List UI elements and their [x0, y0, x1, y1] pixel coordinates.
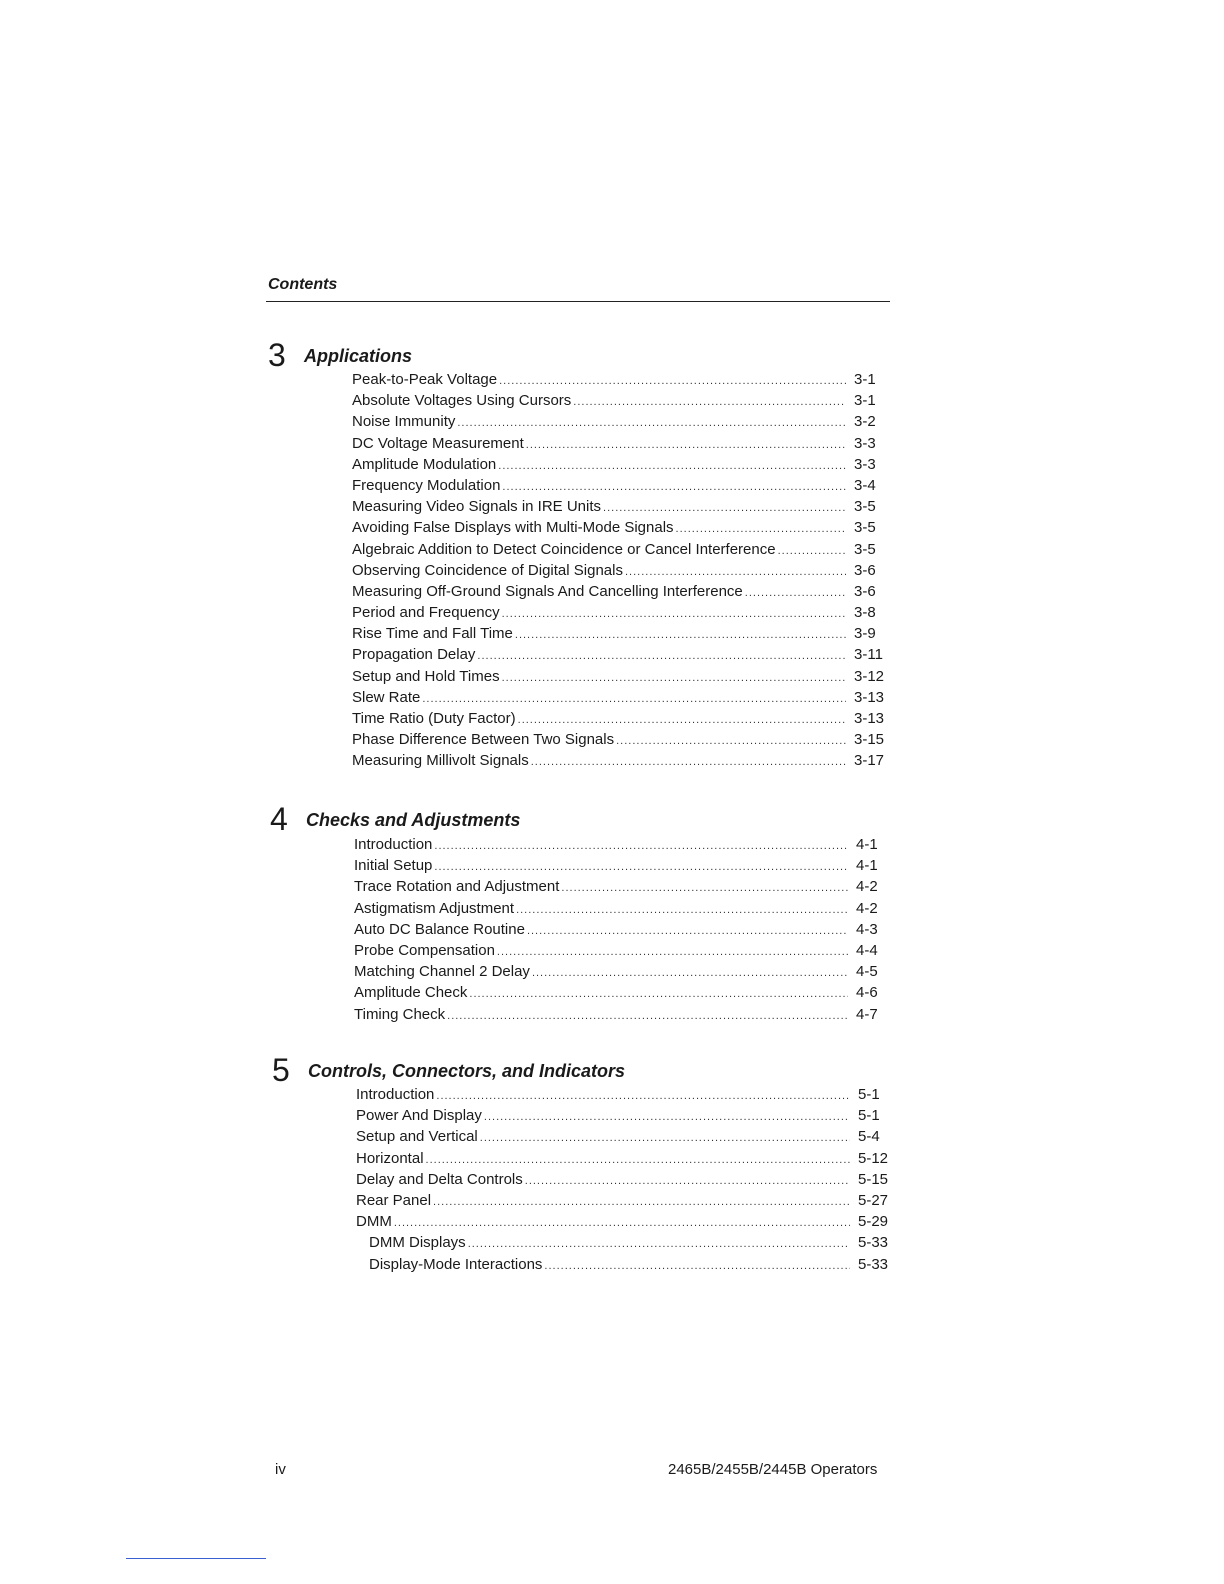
toc-entry-page: 3-13 — [854, 688, 885, 706]
toc-entry[interactable] — [356, 1126, 892, 1147]
toc-entry-page: 3-12 — [854, 667, 885, 685]
toc-entry-page: 3-15 — [854, 731, 885, 749]
toc-entry-label: Rise Time and Fall Time — [352, 625, 513, 643]
toc-entry-label: Horizontal — [356, 1149, 424, 1167]
dot-leader — [778, 541, 846, 562]
toc-entry-page: 5-1 — [858, 1107, 880, 1125]
toc-entry-label: Display-Mode Interactions — [369, 1255, 543, 1273]
dot-leader — [531, 752, 846, 773]
toc-entry-page: 5-4 — [858, 1128, 880, 1146]
toc-entry-label: Amplitude Check — [354, 984, 468, 1002]
toc-entry-page: 5-29 — [858, 1213, 889, 1231]
dot-leader — [527, 921, 848, 942]
toc-entry[interactable] — [352, 433, 888, 454]
dot-leader — [447, 1006, 848, 1027]
toc-entry[interactable] — [354, 961, 890, 982]
toc-entry-page: 3-3 — [854, 434, 876, 452]
toc-entry-label: Timing Check — [354, 1005, 446, 1023]
toc-entry-page: 3-1 — [854, 392, 876, 410]
dot-leader — [516, 900, 848, 921]
toc-entry[interactable] — [352, 708, 888, 729]
dot-leader — [469, 984, 848, 1005]
dot-leader — [484, 1107, 850, 1128]
section-number: 5 — [272, 1052, 290, 1088]
toc-entry-label: Period and Frequency — [352, 604, 500, 622]
toc-entry[interactable] — [354, 898, 890, 919]
toc-entry[interactable] — [352, 581, 888, 602]
toc-entry-page: 3-5 — [854, 498, 876, 516]
dot-leader — [434, 857, 848, 878]
toc-entry-page: 3-6 — [854, 561, 876, 579]
toc-entry-page: 4-2 — [856, 878, 878, 896]
toc-entry-page: 3-3 — [854, 455, 876, 473]
toc-entry-label: Astigmatism Adjustment — [354, 899, 515, 917]
toc-entry[interactable] — [354, 940, 890, 961]
toc-entry[interactable] — [356, 1105, 892, 1126]
dot-leader — [433, 1192, 850, 1213]
toc-entry-label: Rear Panel — [356, 1191, 432, 1209]
toc-entry[interactable] — [354, 919, 890, 940]
dot-leader — [468, 1234, 850, 1255]
toc-entry-page: 4-4 — [856, 941, 878, 959]
toc-entry-label: Phase Difference Between Two Signals — [352, 731, 615, 749]
toc-entry-page: 5-27 — [858, 1191, 889, 1209]
toc-entry-page: 3-8 — [854, 604, 876, 622]
toc-entry-page: 4-1 — [856, 836, 878, 853]
toc-entry-label: Auto DC Balance Routine — [354, 920, 525, 938]
toc-entry[interactable] — [356, 1232, 892, 1253]
section-number: 3 — [268, 337, 286, 373]
toc-entry[interactable] — [354, 982, 890, 1003]
toc-entry-page: 3-9 — [854, 625, 876, 643]
toc-entry[interactable] — [356, 1084, 892, 1105]
toc-entry[interactable] — [352, 666, 888, 687]
toc-entry[interactable] — [356, 1211, 892, 1232]
dot-leader — [526, 435, 846, 456]
toc-entry-page: 3-17 — [854, 752, 885, 770]
dot-leader — [745, 583, 846, 604]
toc-entry-label: Power And Display — [356, 1107, 482, 1125]
dot-leader — [436, 1086, 850, 1107]
toc-entry-page: 5-33 — [858, 1234, 889, 1252]
page-header-title: Contents — [268, 276, 338, 293]
dot-leader — [532, 963, 848, 984]
dot-leader — [544, 1256, 850, 1277]
toc-entry[interactable] — [352, 496, 888, 517]
dot-leader — [625, 562, 846, 583]
dot-leader — [480, 1128, 850, 1149]
toc-entry-label: Frequency Modulation — [352, 476, 501, 494]
toc-entry-label: Time Ratio (Duty Factor) — [352, 710, 516, 727]
toc-entry-page: 3-13 — [854, 710, 885, 727]
toc-entry[interactable] — [352, 475, 888, 496]
dot-leader — [502, 477, 846, 498]
toc-entry-label: Noise Immunity — [352, 413, 456, 431]
dot-leader — [497, 942, 848, 963]
toc-entry-page: 4-7 — [856, 1005, 878, 1023]
section-title: Checks and Adjustments — [306, 810, 521, 830]
toc-entry[interactable] — [352, 687, 888, 708]
toc-entry[interactable] — [354, 834, 890, 855]
toc-entry-label: Peak-to-Peak Voltage — [352, 371, 498, 388]
dot-leader — [616, 731, 846, 752]
dot-leader — [603, 498, 846, 519]
toc-entry[interactable] — [352, 390, 888, 411]
toc-entry-label: Introduction — [354, 836, 433, 853]
toc-entry[interactable] — [354, 876, 890, 897]
dot-leader — [525, 1171, 850, 1192]
toc-entry[interactable] — [352, 644, 888, 665]
toc-entry-page: 3-6 — [854, 582, 876, 600]
toc-entry[interactable] — [352, 411, 888, 432]
toc-entry-label: Measuring Off-Ground Signals And Cancelling Interference — [352, 582, 743, 600]
dot-leader — [426, 1150, 850, 1171]
toc-entry[interactable] — [352, 369, 888, 390]
toc-entry-page: 5-15 — [858, 1170, 889, 1188]
dot-leader — [515, 625, 846, 646]
toc-entry-page: 3-1 — [854, 371, 876, 388]
toc-entry-label: Propagation Delay — [352, 646, 476, 664]
toc-entry-label: Delay and Delta Controls — [356, 1170, 523, 1188]
toc-entry[interactable] — [352, 517, 888, 538]
toc-entries — [352, 369, 888, 772]
dot-leader — [477, 646, 846, 667]
header-rule — [266, 301, 890, 302]
toc-entry[interactable] — [352, 750, 888, 771]
toc-entry-page: 4-3 — [856, 920, 878, 938]
dot-leader — [518, 710, 846, 731]
toc-entry[interactable] — [356, 1254, 892, 1275]
dot-leader — [498, 456, 846, 477]
section-number: 4 — [270, 801, 288, 837]
toc-entry-label: Measuring Video Signals in IRE Units — [352, 498, 602, 516]
section-title: Applications — [304, 346, 413, 366]
toc-entry-label: Trace Rotation and Adjustment — [354, 878, 560, 896]
toc-entry-label: Probe Compensation — [354, 941, 495, 959]
toc-entry-page: 5-1 — [858, 1086, 880, 1103]
dot-leader — [573, 392, 846, 413]
toc-entry-label: Setup and Vertical — [356, 1128, 478, 1146]
toc-entry-label: DMM — [356, 1213, 392, 1231]
toc-entry-page: 4-5 — [856, 963, 878, 981]
dot-leader — [561, 878, 848, 899]
toc-entry-page: 3-11 — [854, 646, 883, 664]
dot-leader — [499, 371, 846, 392]
toc-entry-page: 3-4 — [854, 476, 876, 494]
toc-entry-label: DC Voltage Measurement — [352, 434, 524, 452]
toc-entry[interactable] — [352, 729, 888, 750]
toc-entry[interactable] — [352, 539, 888, 560]
page-number: iv — [275, 1461, 286, 1478]
dot-leader — [394, 1213, 850, 1234]
manual-title: 2465B/2455B/2445B Operators — [668, 1461, 878, 1478]
toc-entry-label: Amplitude Modulation — [352, 455, 497, 473]
toc-entry[interactable] — [356, 1148, 892, 1169]
toc-entries — [354, 834, 890, 1025]
toc-entry-label: Avoiding False Displays with Multi-Mode Signals — [352, 519, 674, 537]
toc-entry[interactable] — [354, 1004, 890, 1025]
corner-rule — [126, 1558, 266, 1559]
toc-entry-label: Introduction — [356, 1086, 435, 1103]
toc-entry-label: Slew Rate — [352, 688, 421, 706]
toc-entry-page: 3-5 — [854, 540, 876, 558]
dot-leader — [434, 836, 848, 857]
toc-entry-label: Matching Channel 2 Delay — [354, 963, 530, 981]
toc-entry-label: Algebraic Addition to Detect Coincidence or Cancel Interference — [352, 540, 776, 558]
toc-entry[interactable] — [352, 560, 888, 581]
toc-entry-label: Setup and Hold Times — [352, 667, 500, 685]
toc-entry-page: 5-33 — [858, 1255, 889, 1273]
toc-entry[interactable] — [356, 1190, 892, 1211]
dot-leader — [502, 668, 846, 689]
toc-entry[interactable] — [352, 454, 888, 475]
dot-leader — [676, 519, 846, 540]
toc-entry-page: 3-5 — [854, 519, 876, 537]
dot-leader — [422, 689, 846, 710]
toc-entry-page: 4-1 — [856, 857, 878, 875]
toc-entry[interactable] — [356, 1169, 892, 1190]
toc-entry-page: 3-2 — [854, 413, 876, 431]
toc-entry-label: Measuring Millivolt Signals — [352, 752, 529, 770]
toc-entry[interactable] — [352, 623, 888, 644]
toc-entries — [356, 1084, 892, 1275]
section-title: Controls, Connectors, and Indicators — [308, 1061, 626, 1081]
toc-entry-page: 4-2 — [856, 899, 878, 917]
toc-entry[interactable] — [354, 855, 890, 876]
toc-entry-label: DMM Displays — [369, 1234, 466, 1252]
dot-leader — [457, 413, 846, 434]
toc-entry-label: Observing Coincidence of Digital Signals — [352, 561, 623, 579]
toc-entry-label: Absolute Voltages Using Cursors — [352, 392, 572, 410]
toc-entry-label: Initial Setup — [354, 857, 433, 875]
toc-entry-page: 5-12 — [858, 1149, 889, 1167]
dot-leader — [502, 604, 846, 625]
toc-entry-page: 4-6 — [856, 984, 878, 1002]
toc-entry[interactable] — [352, 602, 888, 623]
